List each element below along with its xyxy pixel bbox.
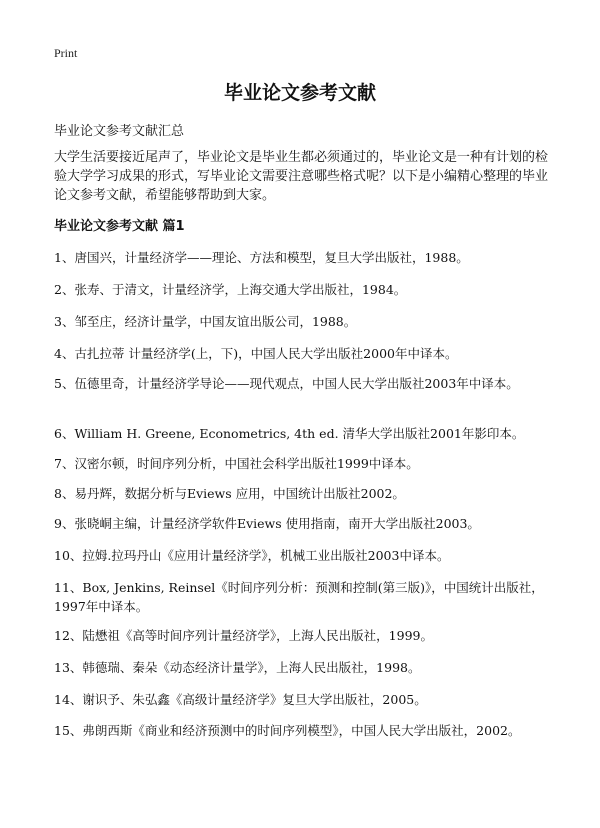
reference-item: 10、拉姆.拉玛丹山《应用计量经济学》，机械工业出版社2003中译本。 [54, 548, 450, 563]
reference-item: 2、张寿、于清文，计量经济学，上海交通大学出版社，1984。 [54, 282, 407, 297]
reference-item: 3、邹至庄，经济计量学，中国友谊出版公司，1988。 [54, 314, 357, 329]
reference-item: 7、汉密尔顿，时间序列分析，中国社会科学出版社1999中译本。 [54, 456, 419, 471]
reference-item: 8、易丹辉，数据分析与Eviews 应用，中国统计出版社2002。 [54, 486, 405, 501]
reference-item: 12、陆懋祖《高等时间序列计量经济学》，上海人民出版社，1999。 [54, 628, 433, 643]
page-subtitle: 毕业论文参考文献汇总 [54, 124, 185, 139]
reference-item: 15、弗朗西斯《商业和经济预测中的时间序列模型》，中国人民大学出版社，2002。 [54, 723, 521, 738]
intro-paragraph: 大学生活要接近尾声了，毕业论文是毕业生都必须通过的，毕业论文是一种有计划的检验大学学习成果的形式，写毕业论文需要注意哪些格式呢？以下是小编精心整理的毕业论文参考文献，希望能够帮助到大家。 [54, 150, 549, 203]
reference-item: 1、唐国兴，计量经济学——理论、方法和模型，复旦大学出版社，1988。 [54, 250, 469, 265]
reference-item: 11、Box, Jenkins, Reinsel《时间序列分析：预测和控制(第三版)》，中国统计出版社，1997年中译本。 [54, 580, 544, 614]
page-title: 毕业论文参考文献 [223, 82, 376, 104]
reference-item: 14、谢识予、朱弘鑫《高级计量经济学》复旦大学出版社，2005。 [54, 692, 427, 707]
reference-item: 5、伍德里奇，计量经济学导论——现代观点，中国人民大学出版社2003年中译本。 [54, 376, 519, 391]
reference-item: 9、张晓峒主编，计量经济学软件Eviews 使用指南，南开大学出版社2003。 [54, 516, 480, 531]
reference-item: 13、韩德瑞、秦朵《动态经济计量学》，上海人民出版社，1998。 [54, 660, 421, 675]
reference-item: 6、William H. Greene, Econometrics, 4th ed. 清华大学出版社2001年影印本。 [54, 426, 525, 441]
section-heading: 毕业论文参考文献 篇1 [54, 219, 185, 234]
print-link[interactable]: Print [54, 46, 78, 60]
reference-item: 4、古扎拉蒂 计量经济学(上，下)，中国人民大学出版社2000年中译本。 [54, 346, 458, 361]
